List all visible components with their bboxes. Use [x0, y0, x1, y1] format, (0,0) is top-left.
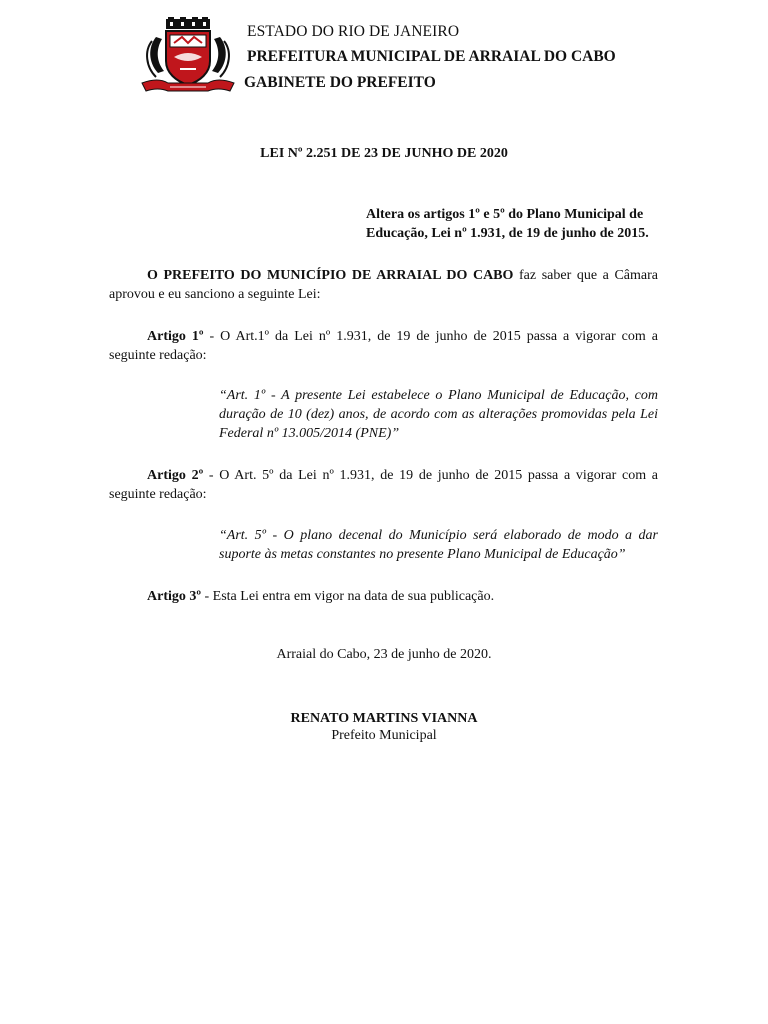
article-3-text: - Esta Lei entra em vigor na data de sua publicação. — [201, 589, 495, 604]
article-2-paragraph — [109, 466, 658, 504]
preamble-text: faz saber que a Câmara aprovou e eu sanciono a seguinte Lei: — [109, 268, 658, 302]
header-state-name: ESTADO DO RIO DE JANEIRO — [247, 23, 460, 40]
article-1-paragraph — [109, 327, 658, 365]
preamble-lead: O PREFEITO DO MUNICÍPIO DE ARRAIAL DO CABO — [147, 268, 514, 283]
article-1-text: - O Art.1º da Lei nº 1.931, de 19 de junho de 2015 passa a vigorar com a seguinte redação: — [109, 329, 658, 363]
article-1-label: Artigo 1º — [147, 329, 204, 344]
signatory-role: Prefeito Municipal — [331, 728, 437, 743]
law-title: LEI Nº 2.251 DE 23 DE JUNHO DE 2020 — [260, 146, 508, 161]
article-2-text: - O Art. 5º da Lei nº 1.931, de 19 de junho de 2015 passa a vigorar com a seguinte redação: — [109, 468, 659, 502]
article-2-quote: “Art. 5º - O plano decenal do Município será elaborado de modo a dar suporte às metas constantes no presente Plano Municipal de Educação” — [219, 528, 658, 562]
header-municipality-name: PREFEITURA MUNICIPAL DE ARRAIAL DO CABO — [247, 48, 616, 65]
law-ementa: Altera os artigos 1º e 5º do Plano Municipal de Educação, Lei nº 1.931, de 19 de junho de 2015. — [366, 207, 649, 241]
article-3-label: Artigo 3º — [147, 589, 201, 604]
article-1-quote: “Art. 1º - A presente Lei estabelece o Plano Municipal de Educação, com duração de 10 (dez) anos, de acordo com as alterações promovidas pela Lei Federal nº 13.005/2014 (PNE)” — [219, 388, 658, 441]
municipal-crest-icon — [138, 17, 238, 97]
article-2-label: Artigo 2º — [147, 468, 204, 483]
signatory-name: RENATO MARTINS VIANNA — [290, 711, 478, 726]
preamble-paragraph — [109, 266, 658, 304]
header-office-name: GABINETE DO PREFEITO — [244, 74, 436, 91]
article-3-paragraph — [109, 587, 658, 606]
place-and-date: Arraial do Cabo, 23 de junho de 2020. — [276, 647, 492, 662]
